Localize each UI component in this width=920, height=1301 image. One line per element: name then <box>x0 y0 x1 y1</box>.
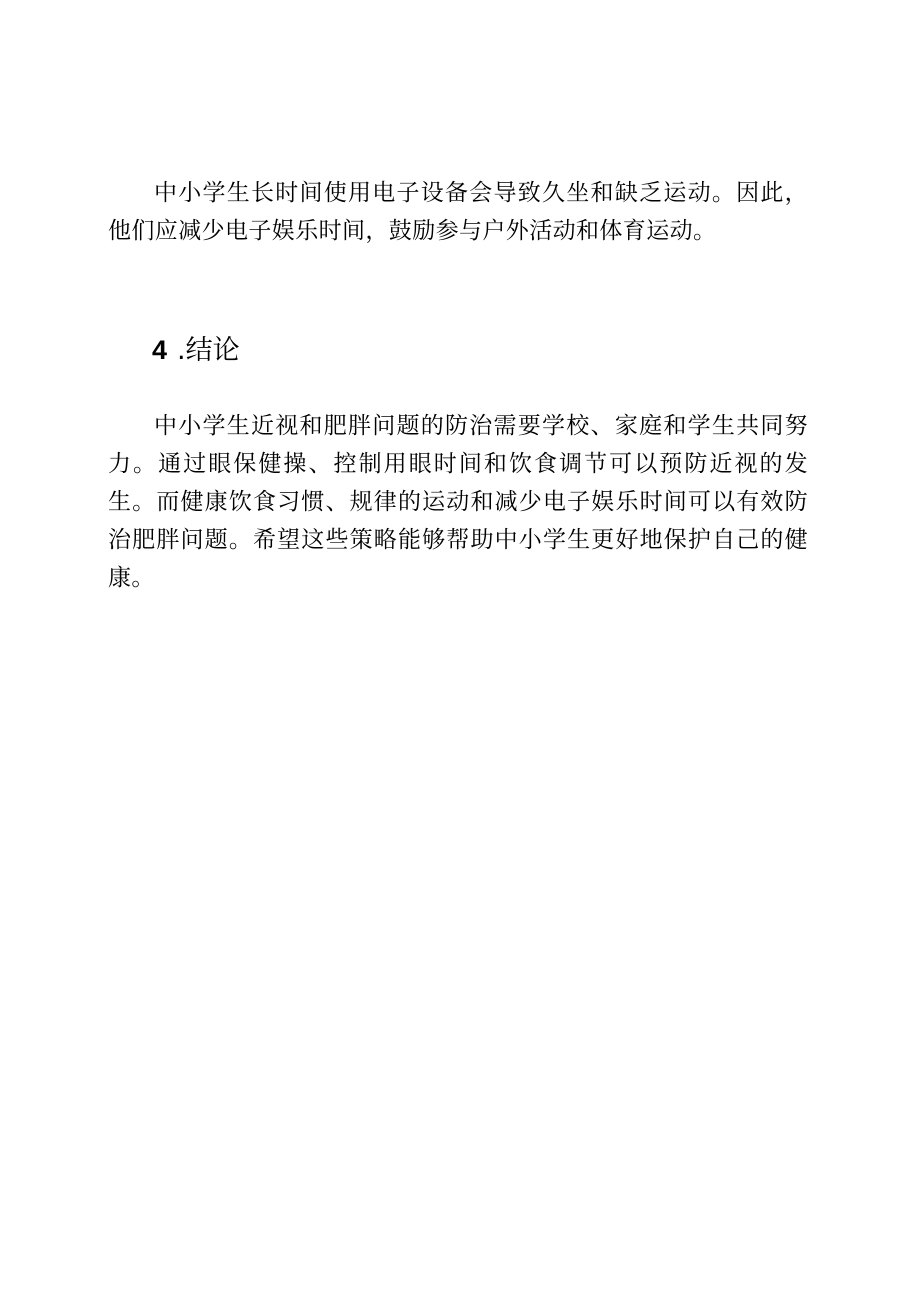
section-number: 4 <box>152 335 168 365</box>
body-paragraph-conclusion: 中小学生近视和肥胖问题的防治需要学校、家庭和学生共同努力。通过眼保健操、控制用眼时间和饮食调节可以预防近视的发生。而健康饮食习惯、规律的运动和减少电子娱乐时间可以有效防治肥胖问题。希望这些策略能够帮助中小学生更好地保护自己的健康。 <box>108 413 808 591</box>
body-paragraph-electronic-devices: 中小学生长时间使用电子设备会导致久坐和缺乏运动。因此，他们应减少电子娱乐时间，鼓励参与户外活动和体育运动。 <box>108 180 808 244</box>
section-title: .结论 <box>177 335 240 366</box>
section-heading-conclusion <box>152 330 240 371</box>
